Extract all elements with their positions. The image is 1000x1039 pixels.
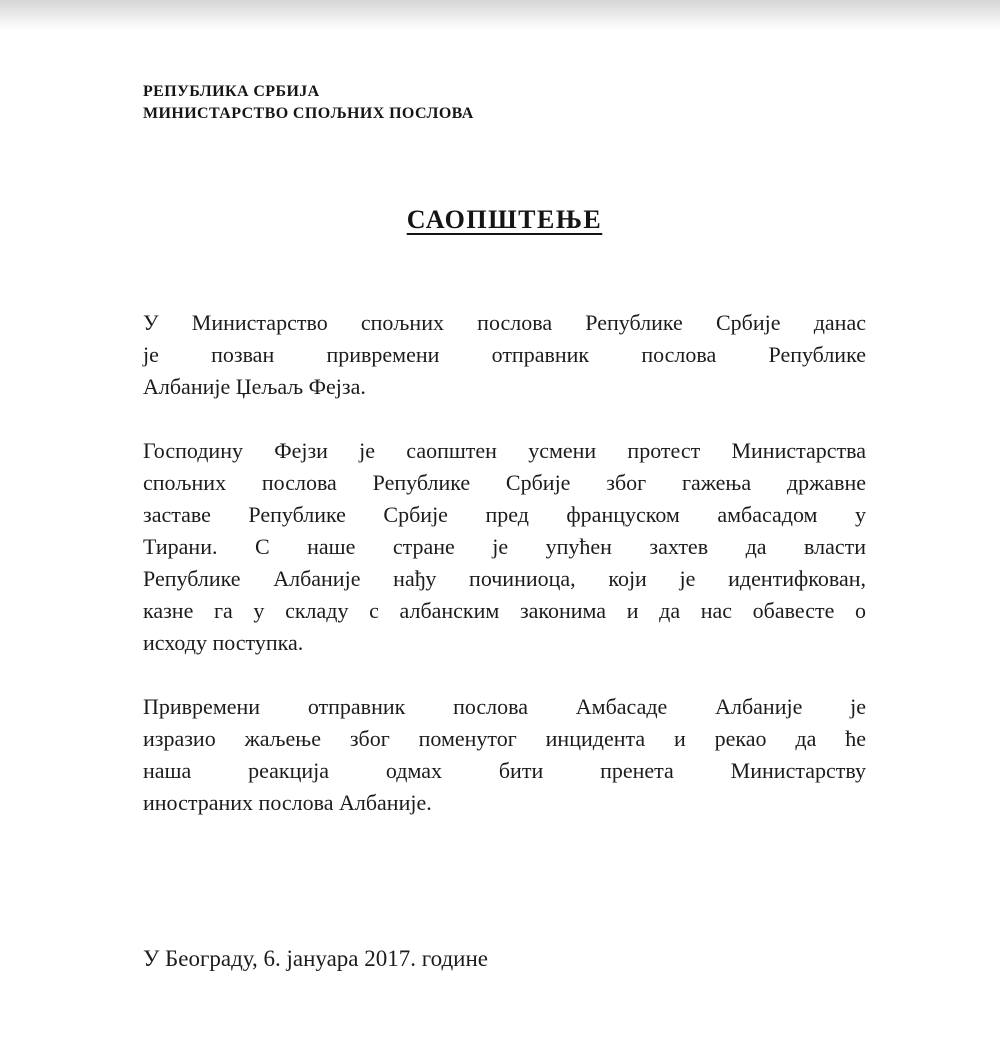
text-line: је позван привремени отправник послова Републике	[143, 342, 866, 367]
paragraph	[143, 307, 866, 403]
text-line: наша реакција одмах бити пренета Министарству	[143, 758, 866, 783]
text-line: спољних послова Републике Србије због гажења државне	[143, 470, 866, 495]
paragraph	[143, 691, 866, 819]
text-line: Господину Фејзи је саопштен усмени протест Министарства	[143, 438, 866, 463]
document-title-text: САОПШТЕЊЕ	[406, 205, 603, 234]
text-line: иностраних послова Албаније.	[143, 790, 432, 815]
text-line: исходу поступка.	[143, 630, 304, 655]
letterhead	[143, 0, 866, 125]
document-title	[143, 203, 866, 237]
dateline: У Београду, 6. јануара 2017. године	[143, 946, 488, 971]
letterhead-ministry: МИНИСТАРСТВО СПОЉНИХ ПОСЛОВА	[143, 105, 474, 122]
document-body	[143, 307, 866, 819]
text-line: Тирани. С наше стране је упућен захтев да власти	[143, 534, 866, 559]
text-line: Албаније Џељаљ Фејза.	[143, 374, 366, 399]
text-line: заставе Републике Србије пред француском амбасадом у	[143, 502, 866, 527]
letterhead-country: РЕПУБЛИКА СРБИЈА	[143, 83, 320, 100]
text-line: Републике Албаније нађу починиоца, који је идентифкован,	[143, 566, 866, 591]
text-line: У Министарство спољних послова Републике Србије данас	[143, 310, 866, 335]
text-line: казне га у складу с албанским законима и да нас обавесте о	[143, 598, 866, 623]
paragraph	[143, 435, 866, 659]
text-line: изразио жаљење због поменутог инцидента и рекао да ће	[143, 726, 866, 751]
text-line: Привремени отправник послова Амбасаде Албаније је	[143, 694, 866, 719]
